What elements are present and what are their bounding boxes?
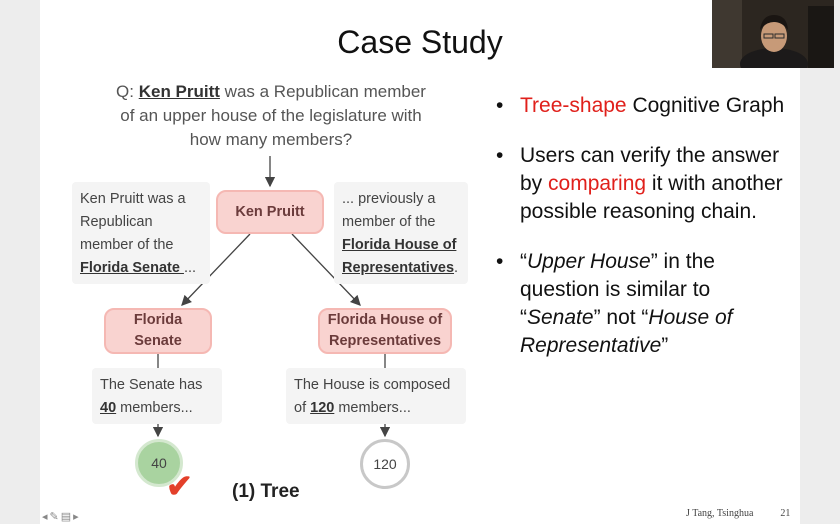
node-left-line1: Florida	[133, 312, 183, 328]
webcam-video	[712, 0, 834, 68]
bullet-2-red: comparing	[548, 172, 647, 195]
answer-circle-correct: 40	[135, 439, 183, 487]
context-right-line2: member of the	[342, 214, 436, 230]
diagram-label: (1) Tree	[232, 481, 300, 502]
bullet-item	[496, 142, 792, 226]
footer-page-number: 21	[780, 508, 791, 519]
question-entity: Ken Pruitt	[138, 82, 220, 101]
bullet-1-post: Cognitive Graph	[626, 94, 785, 117]
context-left	[72, 182, 210, 284]
context-right	[334, 182, 468, 284]
context-right-line1: ... previously a	[342, 191, 436, 207]
context-left-tail: ...	[183, 260, 197, 276]
node-left-line2: Senate	[134, 333, 182, 349]
question-prefix: Q:	[116, 82, 139, 101]
footer	[686, 508, 790, 519]
bullet-3-mid2: ” not “	[593, 306, 649, 329]
presenter-video-icon	[712, 0, 834, 68]
evidence-right-line1: The House is composed	[294, 377, 451, 393]
evidence-left	[92, 368, 222, 424]
bullet-dot-icon: •	[496, 94, 504, 117]
context-left-entity: Florida Senate	[80, 260, 184, 276]
answer-circle-wrong: 120	[360, 439, 410, 489]
bullet-dot-icon: •	[496, 144, 504, 167]
context-left-line1: Ken Pruitt was a	[80, 191, 186, 207]
node-florida-house	[318, 308, 452, 354]
question-line3: how many members?	[189, 130, 353, 149]
checkmark-icon: ✔	[166, 468, 193, 504]
footer-author: J Tang, Tsinghua	[686, 508, 754, 519]
evidence-left-line1: The Senate has	[100, 377, 203, 393]
bullet-3-it3: House of Representative	[520, 306, 733, 357]
bullet-3-it1: Upper House	[527, 250, 651, 273]
node-florida-senate	[104, 308, 212, 354]
evidence-right-tail: members...	[334, 400, 411, 416]
node-right-line1: Florida House of	[327, 312, 443, 328]
question-line1: was a Republican member	[219, 82, 426, 101]
node-right-line2: Representatives	[328, 333, 442, 349]
context-left-line3: member of the	[80, 237, 174, 253]
node-ken-pruitt: Ken Pruitt	[216, 190, 324, 234]
context-left-line2: Republican	[80, 214, 153, 230]
bullet-dot-icon: •	[496, 250, 504, 273]
question-line2: of an upper house of the legislature with	[120, 106, 422, 125]
evidence-right-number: 120	[310, 400, 335, 416]
context-right-entity1: Florida House of	[342, 237, 457, 253]
evidence-right	[286, 368, 466, 424]
slide-nav-controls[interactable]: ◂✎▤▸	[42, 511, 81, 523]
bullet-3-q1: “	[520, 250, 527, 273]
evidence-left-tail: members...	[116, 400, 193, 416]
bullet-3-it2: Senate	[527, 306, 594, 329]
bullet-item	[496, 92, 792, 120]
bullet-2-pre: Users can verify the answer by	[520, 144, 780, 195]
context-right-entity2: Representatives	[342, 260, 455, 276]
bullet-2-post: it with another possible reasoning chain.	[520, 172, 783, 223]
evidence-right-prefix: of	[294, 400, 311, 416]
evidence-left-number: 40	[100, 400, 117, 416]
bullet-list	[496, 92, 792, 382]
bullet-item	[496, 248, 792, 360]
slide-title: Case Study	[337, 24, 503, 60]
bullet-3-mid1: ” in the question is similar to “	[520, 250, 715, 329]
bullet-1-red: Tree-shape	[520, 94, 627, 117]
bullet-3-end: ”	[661, 334, 669, 357]
context-right-tail: .	[454, 260, 459, 276]
